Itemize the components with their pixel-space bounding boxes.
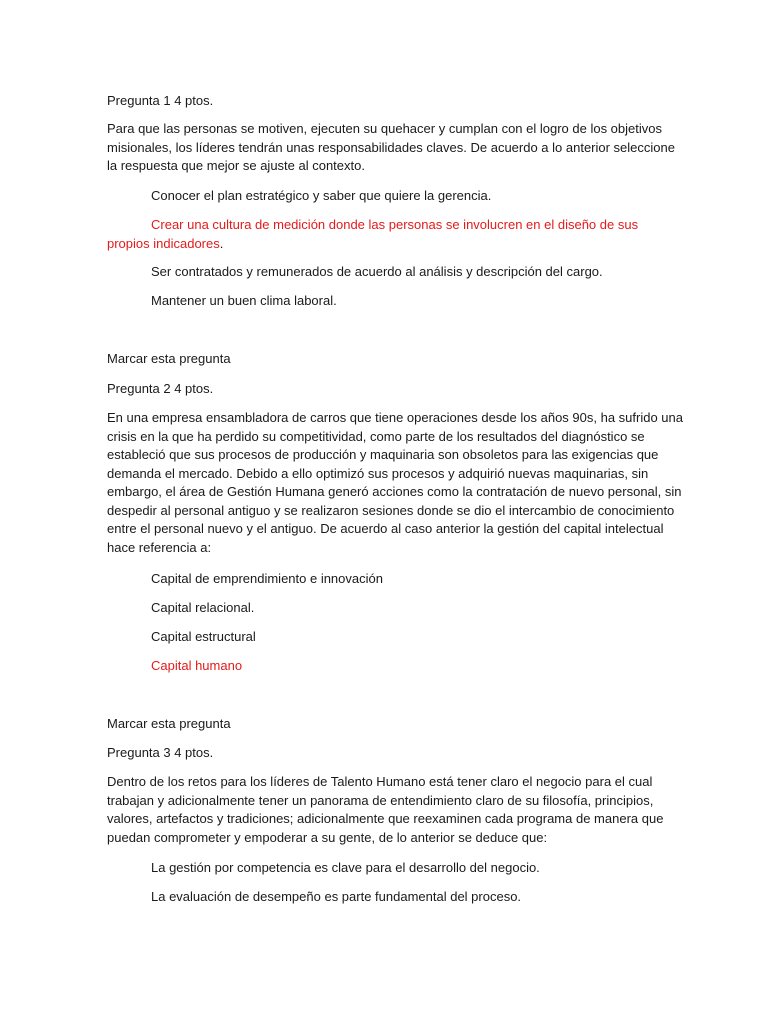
question-3-mark[interactable]: Marcar esta pregunta	[107, 716, 231, 731]
prompt-line: misionales, los líderes tendrán unas responsabilidades claves. De acuerdo a lo anterior seleccione	[107, 139, 675, 155]
question-2-option-3: Capital estructural	[151, 629, 256, 644]
question-1-option-2	[151, 216, 711, 235]
question-1-option-3: Ser contratados y remunerados de acuerdo al análisis y descripción del cargo.	[151, 264, 603, 279]
prompt-line: estableció que sus procesos de producción y maquinaria son obsoletos para las exigencias que	[107, 447, 659, 462]
answer-highlight: propios indicadores	[107, 235, 220, 251]
question-2-option-2: Capital relacional.	[151, 600, 255, 615]
question-2-option-4: Capital humano	[151, 658, 243, 673]
question-3-prompt	[107, 773, 667, 847]
question-1-option-1: Conocer el plan estratégico y saber que quiere la gerencia.	[151, 188, 492, 203]
prompt-line: hace referencia a:	[107, 539, 212, 555]
question-1-prompt	[107, 120, 675, 176]
prompt-line: despedir al personal antiguo y se realizaron sesiones donde se dio el intercambio de conocimiento	[107, 502, 675, 518]
prompt-line: trabajan y adicionalmente tener un panorama de entendimiento claro de su filosofía, principios,	[107, 792, 654, 808]
question-3-header: Pregunta 3 4 ptos.	[107, 745, 214, 760]
prompt-line: valores, artefactos y tradiciones; adicionalmente que reexaminen cada programa de manera que	[107, 811, 664, 826]
question-1-option-2-cont	[107, 235, 667, 254]
question-3-option-1: La gestión por competencia es clave para el desarrollo del negocio.	[151, 860, 540, 875]
prompt-line: Para que las personas se motiven, ejecuten su quehacer y cumplan con el logro de los objetivos	[107, 121, 662, 136]
question-3-option-2: La evaluación de desempeño es parte fundamental del proceso.	[151, 889, 522, 904]
question-2-header: Pregunta 2 4 ptos.	[107, 381, 214, 396]
question-1-header: Pregunta 1 4 ptos.	[107, 93, 214, 108]
question-2-option-1: Capital de emprendimiento e innovación	[151, 571, 383, 586]
prompt-line: puedan comprometer y empoderar a su gente, de lo anterior se deduce que:	[107, 829, 548, 845]
prompt-line: la respuesta que mejor se ajuste al contexto.	[107, 158, 365, 173]
prompt-line: Dentro de los retos para los líderes de Talento Humano está tener claro el negocio para el cual	[107, 774, 653, 789]
prompt-line: En una empresa ensambladora de carros que tiene operaciones desde los años 90s, ha sufrido una	[107, 410, 683, 425]
prompt-line: embargo, el área de Gestión Humana generó acciones como la contratación de nuevo personal, sin	[107, 484, 682, 499]
prompt-line: entre el personal nuevo y el antiguo. De acuerdo al caso anterior la gestión del capital intelectual	[107, 521, 664, 536]
question-1-option-4: Mantener un buen clima laboral.	[151, 293, 337, 308]
period: .	[219, 235, 224, 251]
question-2-prompt	[107, 409, 683, 557]
answer-highlight: Crear una cultura de medición donde las personas se involucren en el diseño de sus	[151, 217, 639, 232]
prompt-line: crisis en la que ha perdido su competitividad, como parte de los resultados del diagnóstico se	[107, 428, 645, 444]
question-2-mark[interactable]: Marcar esta pregunta	[107, 351, 231, 366]
prompt-line: demanda el mercado. Debido a ello optimizó sus procesos y adquirió nuevas maquinarias, sin	[107, 465, 649, 481]
